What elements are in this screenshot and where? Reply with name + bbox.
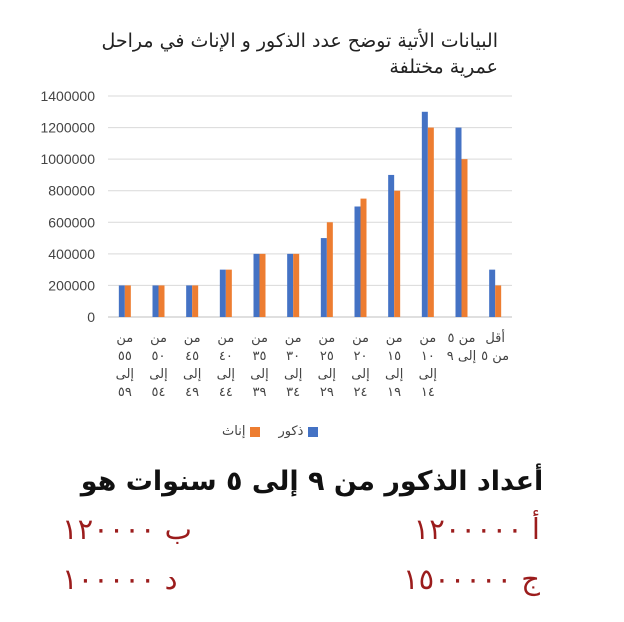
bar-males-2: [186, 285, 192, 317]
y-tick-label: 1400000: [40, 88, 95, 104]
bar-females-0: [125, 285, 131, 317]
legend: [222, 424, 318, 439]
x-tick-label: [278, 330, 308, 402]
bar-males-7: [355, 207, 361, 318]
x-tick-label-line: من: [251, 331, 268, 346]
option-a[interactable]: أ ١٢٠٠٠٠٠: [413, 512, 540, 546]
x-tick-label-line: من: [284, 331, 302, 346]
x-tick-label-line: إلى: [418, 367, 438, 382]
x-tick-label: [312, 330, 342, 402]
x-tick-label-line: إلى: [317, 367, 337, 382]
x-tick-label-line: من: [419, 331, 437, 346]
x-tick-label-line: ٤٥: [185, 349, 200, 364]
x-tick-label-line: من: [217, 331, 235, 346]
x-tick-label-line: ٢٤: [353, 385, 368, 400]
x-tick-label-line: ٥٩: [117, 385, 132, 400]
bar-males-0: [119, 285, 125, 317]
option-c[interactable]: ج ١٥٠٠٠٠٠: [403, 562, 540, 596]
x-tick-label-line: من: [150, 331, 167, 346]
x-tick-label: [110, 330, 140, 402]
x-tick-label-line: ٢٥: [319, 349, 334, 364]
bar-males-4: [254, 254, 260, 317]
x-tick-label-line: ٣٩: [252, 385, 267, 400]
bar-males-5: [287, 254, 293, 317]
y-tick-label: 1200000: [40, 119, 95, 136]
x-tick-label-line: إلى: [283, 367, 303, 382]
x-tick-label-line: من: [352, 331, 369, 346]
bar-males-6: [321, 238, 327, 317]
chart-title-line-1: البيانات الأتية توضح عدد الذكور و الإناث في مراحل: [101, 30, 498, 52]
x-tick-label-line: ١٤: [420, 385, 435, 400]
bar-females-8: [394, 191, 400, 317]
bar-females-7: [361, 199, 367, 317]
y-tick-label: 1000000: [40, 151, 95, 168]
bar-males-10: [456, 128, 462, 317]
legend-item-males: [278, 424, 318, 439]
x-tick-label-line: ٢٠: [353, 349, 368, 364]
x-tick-label-line: ٤٠: [218, 349, 233, 364]
bar-females-5: [293, 254, 299, 317]
bar-males-1: [153, 285, 159, 317]
bar-males-3: [220, 270, 226, 317]
x-tick-label-line: ٣٠: [286, 349, 301, 364]
y-tick-label: 200000: [48, 277, 95, 294]
bar-females-2: [192, 285, 198, 317]
x-tick-label-line: من: [318, 331, 336, 346]
bar-females-11: [495, 285, 501, 317]
bar-males-8: [388, 175, 394, 317]
bar-females-6: [327, 222, 333, 317]
x-tick-label: [480, 330, 510, 366]
x-tick-label-line: ٤٤: [218, 385, 233, 400]
chart-title-line-2: عمرية مختلفة: [389, 56, 498, 78]
x-tick-label-line: من: [183, 331, 201, 346]
x-tick-label: [346, 330, 376, 402]
y-tick-label: 400000: [48, 245, 95, 262]
legend-item-females: [222, 424, 260, 439]
question-text: أعداد الذكور من ٩ إلى ٥ سنوات هو: [80, 466, 544, 497]
bar-females-1: [159, 285, 165, 317]
bar-males-9: [422, 112, 428, 317]
x-tick-label-line: من ٥: [481, 349, 510, 364]
x-tick-label-line: ١٩: [387, 385, 402, 400]
bar-females-3: [226, 270, 232, 317]
legend-label-males: ذكور: [278, 424, 304, 439]
bar-females-4: [260, 254, 266, 317]
y-tick-label: 0: [87, 309, 95, 325]
x-tick-label-line: ٣٥: [252, 349, 267, 364]
bar-females-9: [428, 128, 434, 317]
x-tick-label-line: إلى: [351, 367, 370, 382]
x-tick-label-line: من: [385, 331, 403, 346]
x-tick-label-line: إلى: [115, 367, 135, 382]
legend-swatch-males: [308, 427, 318, 437]
legend-swatch-females: [250, 427, 260, 437]
x-tick-label-line: إلى ٩: [446, 349, 477, 364]
x-tick-label-line: أقل: [485, 331, 505, 346]
x-tick-label: [447, 330, 477, 366]
x-tick-label: [379, 330, 409, 402]
x-tick-label: [245, 330, 275, 402]
bar-males-11: [489, 270, 495, 317]
y-tick-label: 600000: [48, 214, 95, 231]
x-tick-label-line: ٥٠: [151, 349, 166, 364]
x-tick-label-line: إلى: [250, 367, 269, 382]
x-tick-label-line: إلى: [216, 367, 236, 382]
bar-females-10: [462, 159, 468, 317]
legend-label-females: إناث: [222, 424, 246, 439]
option-d[interactable]: د ١٠٠٠٠٠: [62, 562, 178, 596]
option-b[interactable]: ب ١٢٠٠٠٠: [62, 512, 192, 546]
x-tick-label-line: إلى: [149, 367, 168, 382]
x-tick-label: [413, 330, 443, 402]
x-tick-label: [211, 330, 241, 402]
x-tick-label-line: ١٠: [420, 349, 435, 364]
x-tick-label-line: ٢٩: [319, 385, 334, 400]
x-tick-label: [177, 330, 207, 402]
x-tick-label-line: ٣٤: [286, 385, 301, 400]
x-tick-label-line: إلى: [384, 367, 404, 382]
x-tick-label-line: ١٥: [387, 349, 402, 364]
x-tick-label-line: ٥٥: [117, 349, 132, 364]
x-tick-label: [144, 330, 174, 402]
x-tick-label-line: إلى: [182, 367, 202, 382]
x-tick-label-line: من: [116, 331, 134, 346]
x-tick-label-line: ٥٤: [151, 385, 166, 400]
y-tick-label: 800000: [48, 182, 95, 199]
x-tick-label-line: ٤٩: [185, 385, 200, 400]
x-tick-label-line: من ٥: [447, 331, 476, 346]
